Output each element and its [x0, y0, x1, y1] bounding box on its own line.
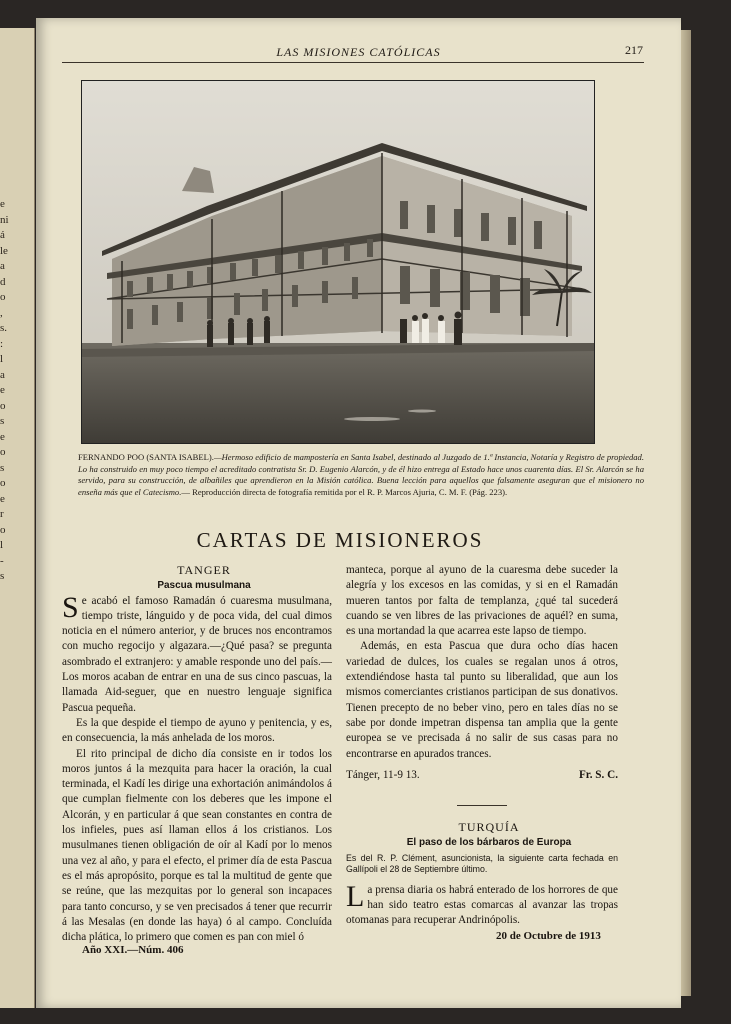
left-page-fragment: e [0, 492, 5, 505]
section-subheading-turquia: El paso de los bárbaros de Europa [406, 837, 572, 849]
section-subheading-tanger: Pascua musulmana [157, 580, 251, 592]
section-heading-turquia: TURQUÍA [458, 820, 520, 835]
paragraph: Es la que despide el tiempo de ayuno y penitencia, y es, en consecuencia, la más anhelada de los moros. [62, 716, 332, 745]
left-page-fragment: s [0, 570, 5, 582]
left-column [62, 563, 332, 945]
place-date: Tánger, 11-9 13. [346, 768, 420, 781]
paragraph-text: e acabó el famoso Ramadán ó cuaresma musulmana, tiempo triste, lánguido y de poca vida, del cual dimos noticia en el número anterior, y de bruces nos encontramos con mucho regocijo y algazara.—¿Qué pasa? se pregunta asombrado el extranjero: y amable responde uno del país.—Los moros acaban de entrar en una de sus cinco pascuas, la llamada Aid-seguer, que en nuestro lenguaje significa Pascua pequeña. [62, 594, 332, 714]
drop-cap: L [346, 879, 365, 913]
signature-line [346, 768, 618, 783]
left-page-fragment: e [0, 384, 5, 396]
left-page-fragment: d [0, 275, 6, 288]
right-column [346, 563, 618, 929]
left-page-fragment: le [0, 244, 8, 257]
left-page-fragment: e [0, 198, 5, 210]
caption-tail: — Reproducción directa de fotografía remitida por el R. P. Marcos Ajuria, C. M. F. (Pág. 223). [181, 486, 508, 497]
page-number: 217 [625, 43, 643, 57]
left-page-fragment: s [0, 461, 5, 474]
caption-lead: FERNANDO POO (SANTA ISABEL). [78, 452, 214, 462]
left-page-fragment: o [0, 446, 6, 458]
paragraph: El rito principal de dicho día consiste en ir todos los moros juntos á la mezquita para hacer la oración, la cual terminada, el Kadí les dirige una exhortación animándolos á que cumplan fielmente con los deberes que les impone el Alcorán, y en particular á que sean constantes en contra de los infieles, pues así llaman ellos á los cristianos. Los musulmanes tienen obligación de oír al Kadí por lo menos una vez al año, y para el efecto, el primer día de esta Pascua es el más apropósito, porque es tal la multitud de gente que se reúne, que las mezquitas por lo general son incapaces para tanto concurso, y se ven precisados á tener que recurrir á las Mesalas (en donde las haya) ó al campo. Concluída dicha plática, lo primero que comen es pan con miel ó [62, 747, 332, 944]
drop-cap: S [62, 590, 79, 624]
magazine-page [36, 18, 681, 1008]
left-page-fragment: a [0, 260, 5, 272]
left-page-fragment: o [0, 291, 6, 303]
building-photo [81, 80, 595, 444]
letter-intro: Es del R. P. Clément, asuncionista, la siguiente carta fechada en Gallípoli el 28 de Septiembre último. [346, 852, 618, 874]
left-page-fragment: - [0, 554, 4, 567]
left-page-fragment: s [0, 415, 5, 427]
left-page-fragment: , [0, 306, 3, 319]
left-page-fragment: s. [0, 322, 8, 334]
paragraph: Además, en esta Pascua que dura ocho días hacen variedad de dulces, los cuales se regalan unos á otros, extendiéndose hasta tal punto su liberalidad, que aun los mismos comerciantes cristianos participan de sus donativos. Tienen precepto de no beber vino, pero en tales días no se sabe por donde impetran dispensa tan amplia que la gente europea se ve precisada á no salir de sus casas para no encontrarse en apurados trances. [346, 640, 618, 760]
article-title: CARTAS DE MISIONEROS [196, 528, 484, 552]
paragraph [62, 590, 332, 716]
left-page-fragment: á [0, 229, 5, 241]
left-page-fragment: o [0, 477, 6, 489]
paragraph-text: a prensa diaria os habrá enterado de los horrores de que han sido teatro estas comarcas al avanzar las tropas otomanas para recuperar Andrinópolis. [346, 883, 618, 927]
left-page-fragment: l [0, 539, 4, 551]
left-page-fragment: a [0, 368, 5, 381]
header-rule [62, 62, 644, 63]
issue-number: Año XXI.—Núm. 406 [82, 944, 184, 956]
paragraph [346, 879, 618, 929]
signature: Fr. S. C. [578, 768, 618, 781]
running-title: LAS MISIONES CATÓLICAS [276, 45, 441, 59]
section-separator [457, 805, 507, 806]
left-page-fragment: o [0, 399, 6, 412]
left-page-fragment: r [0, 508, 4, 520]
page-stack-edge [681, 30, 691, 996]
building-photo-image [82, 81, 594, 443]
left-page-edge [0, 28, 35, 1008]
caption-body: —Hermoso edificio de mampostería en Santa Isabel, destinado al Juzgado de 1.ª Instancia, Notaría y Registro de propiedad. Lo ha construido en muy poco tiempo el acreditado contratista Sr. D. Eugenio Alarcón, y de él hizo entrega al Estado hace unos cuarenta días. El Sr. Alarcón se ha servido, para su construcción, de albañiles que aprendieron en la Misión católica. Buena lección para aquellos que falsamente aseguran que el misionero no enseña más que el Catecismo. [78, 452, 644, 497]
left-page-fragment: l [0, 353, 4, 365]
photo-caption [78, 452, 644, 498]
left-page-fragment: e [0, 430, 5, 443]
left-page-fragment: : [0, 337, 4, 350]
section-heading-tanger: TANGER [177, 563, 231, 577]
issue-date: 20 de Octubre de 1913 [496, 930, 601, 942]
left-page-fragment: o [0, 523, 6, 536]
paragraph: manteca, porque al ayuno de la cuaresma debe suceder la alegría y los excesos en las comidas, y si en el Ramadán mueren tantos por falta de templanza, ¿qué tal sucederá cuando se ven libres de las privaciones de aquél? en suma, es una mortandad la que acarrea este lapso de tiempo. [346, 564, 618, 638]
left-page-fragment: ni [0, 213, 9, 226]
